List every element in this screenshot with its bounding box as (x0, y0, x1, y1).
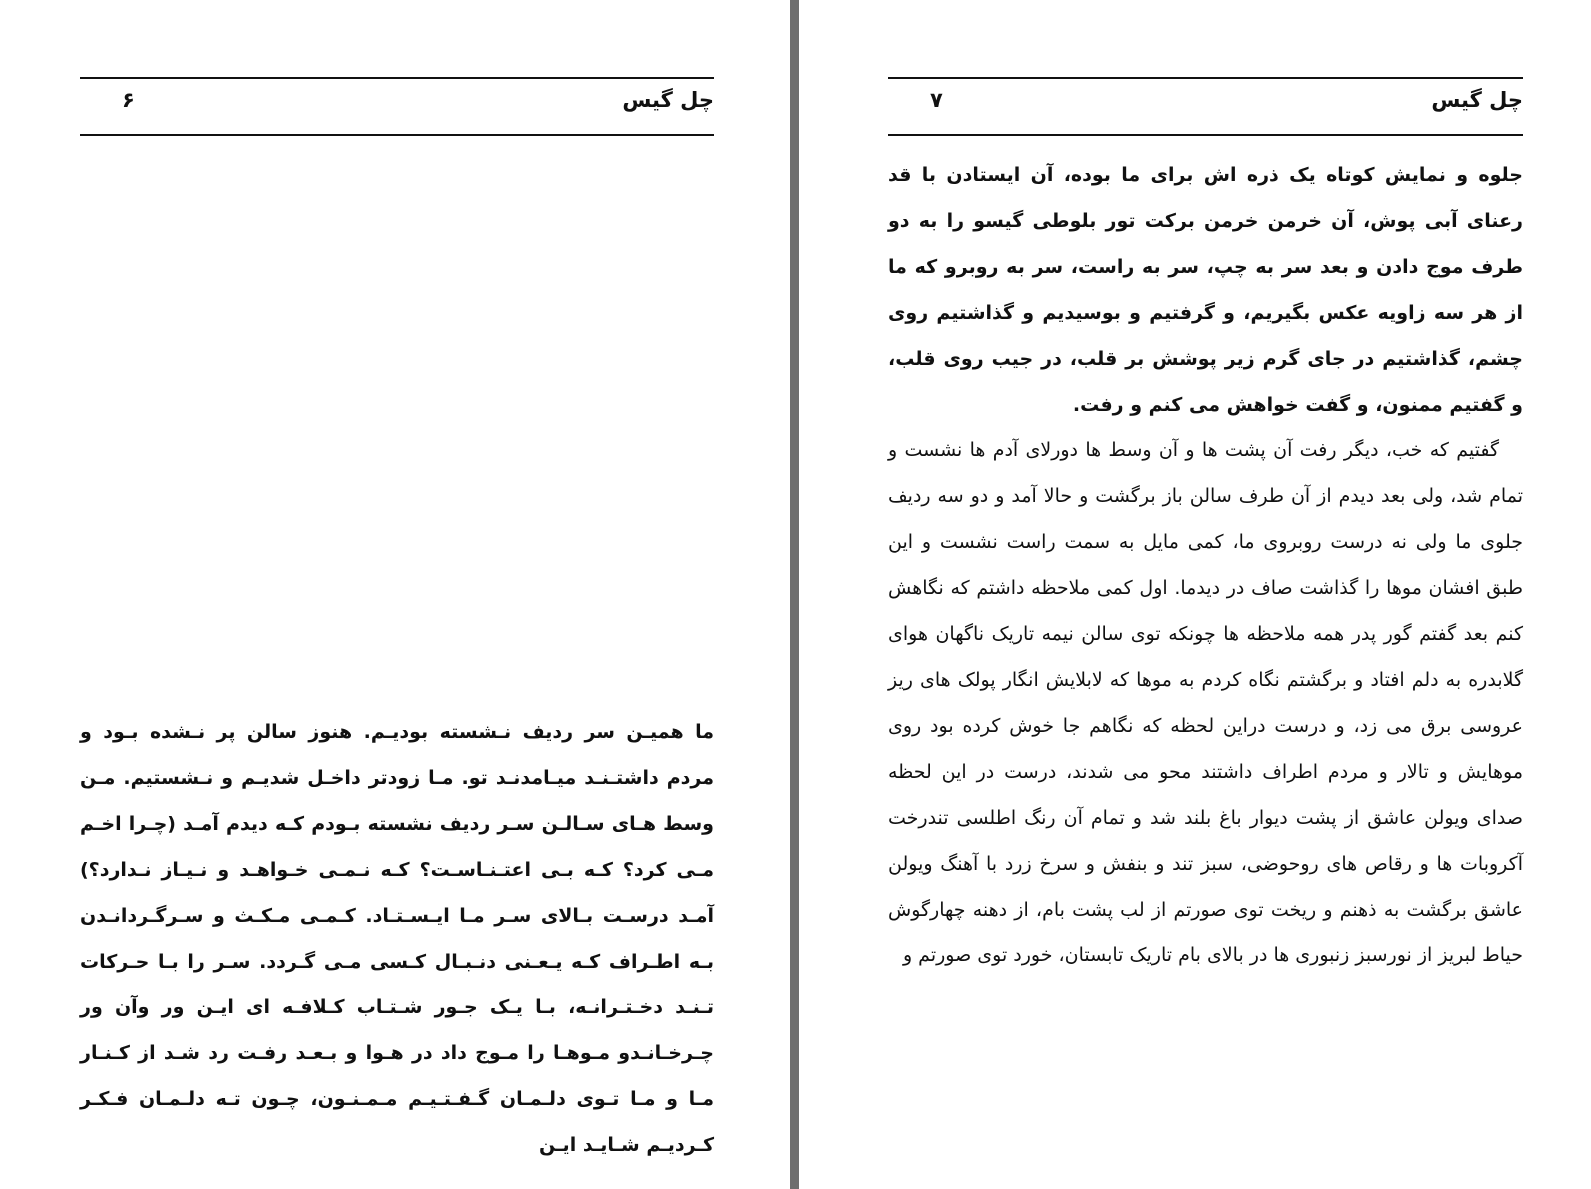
paragraph: گفتیم که خب، دیگر رفت آن پشت ها و آن وسط ها دورلای آدم ها نشست و تمام شد، ولی بعد دیدم از آن طرف سالن باز برگشت و حالا آمد و دو سه ردیف جلوی ما ولی نه درست روبروی ما، کمی مایل به سمت راست نشست و این طبق افشان موها را گذاشت صاف در دیدما. اول کمی ملاحظه داشتم که نگاهش کنم بعد گفتم گور پدر همه ملاحظه ها چونکه توی سالن نیمه تاریک ناگهان هوای گلابدره به دلم افتاد و برگشتم نگاه کردم به موها که لابلایش انگار پولک های ریز عروسی برق می زد، و درست دراین لحظه که نگاهم جا خوش کرده بود روی موهایش و تالار و مردم اطراف داشتند محو می شدند، درست در این لحظه صدای ویولن عاشق از پشت دیوار باغ بلند شد و تمام آن رنگ اطلسی تندرخت آکروبات ها و رقاص های روحوضی، سبز تند و بنفش و سرخ زرد با آهنگ ویولن عاشق برگشت به ذهنم و ریخت توی صورتم از لب پشت بام، از دهنه چهارگوش حیاط لبریز از نورسبز زنبوری ها در بالای بام تاریک تابستان، خورد توی صورتم و (888, 439, 1523, 967)
left-page (80, 0, 714, 1189)
book-title: چل گیس (1431, 88, 1523, 112)
body-text (888, 153, 1523, 979)
header-rule-bottom (80, 134, 714, 136)
right-page (888, 0, 1523, 1189)
page-number: ۶ (122, 88, 135, 112)
header-rule-top (80, 77, 714, 79)
book-spine (790, 0, 799, 1189)
book-title: چل گیس (622, 88, 714, 112)
paragraph: جلوه و نمایش کوتاه یک ذره اش برای ما بوده، آن ایستادن با قد رعنای آبی پوش، آن خرمن خرمن برکت تور بلوطی گیسو را به دو طرف موج دادن و بعد سر به چپ، سر به راست، سر به روبرو که ما از هر سه زاویه عکس بگیریم، و گرفتیم و بوسیدیم و گذاشتیم روی چشم، گذاشتیم در جای گرم زیر پوشش بر قلب، در جیب روی قلب، و گفتیم ممنون، و گفت خواهش می کنم و رفت. (888, 164, 1523, 416)
header-rule-top (888, 77, 1523, 79)
page-number: ۷ (930, 88, 943, 112)
paragraph: ما همیـن سر ردیف نـشسته بودیـم. هنوز سالن پر نـشده بـود و مردم داشتـنـد میـامدنـد تو. مـا زودتر داخـل شدیـم و نـشستیم. مـن وسط هـای سـالـن سـر ردیف نشسته بـودم کـه دیدم آمـد (چـرا اخـم مـی کرد؟ کـه بـی اعتـنـاسـت؟ کـه نـمـی خـواهـد و نـیـاز نـدارد؟) آمـد درسـت بـالای سـر مـا ایـسـتـاد. کـمـی مـکـث و سـرگـردانـدن بـه اطـراف کـه یـعـنی دنـبـال کـسی مـی گـردد. سـر را بـا حـرکات تـنـد دخـتـرانـه، بـا یـک جـور شـتـاب کـلافـه ای ایـن ور وآن ور چـرخـانـدو مـوهـا را مـوج داد در هـوا و بـعـد رفـت رد شـد از کـنـار مـا و مـا تـوی دلـمـان گـفـتـیـم مـمـنـون، چـون تـه دلـمـان فـکـر کـردیـم شـایـد ایـن (80, 721, 714, 1157)
body-text (80, 710, 714, 1169)
page-header (888, 84, 1523, 124)
page-header (80, 84, 714, 124)
header-rule-bottom (888, 134, 1523, 136)
